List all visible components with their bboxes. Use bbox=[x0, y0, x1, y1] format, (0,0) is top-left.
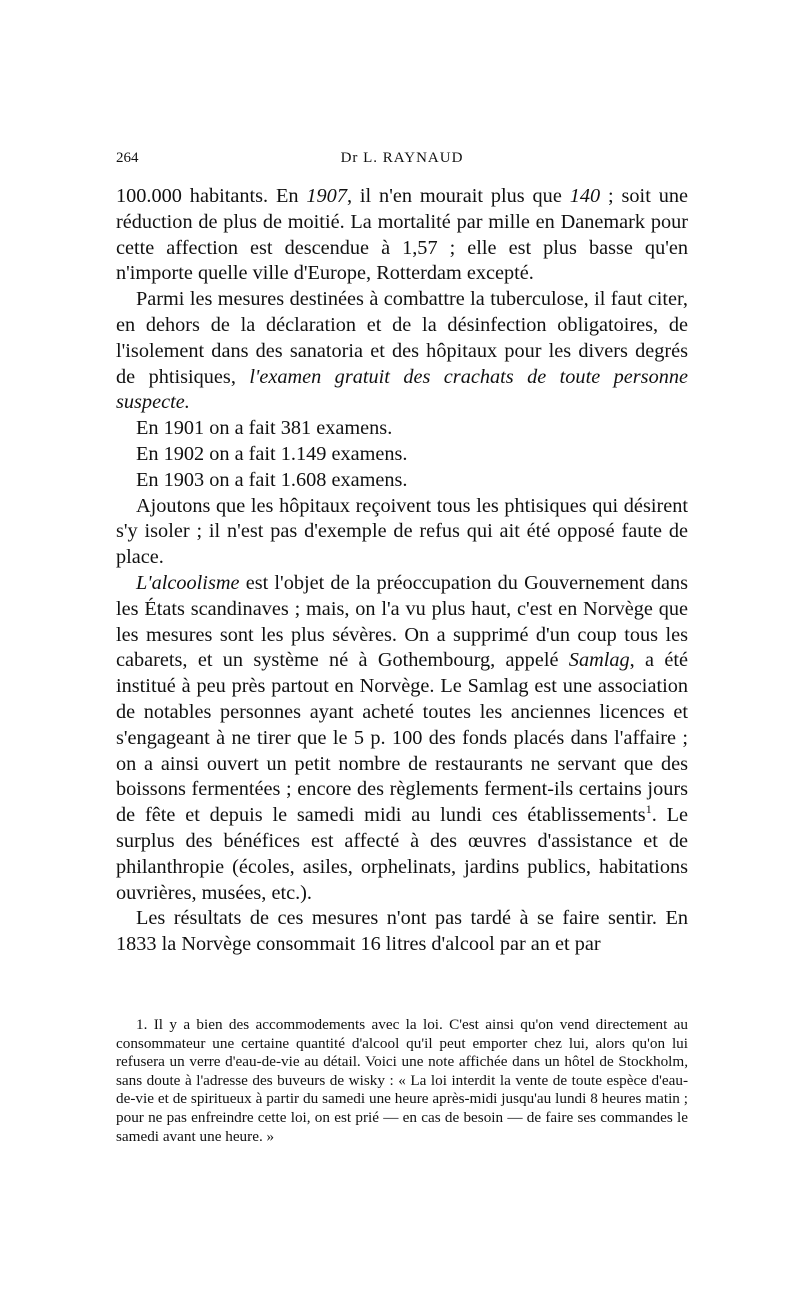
paragraph-alcoholism bbox=[116, 571, 688, 906]
footnote-reference: 1 bbox=[645, 802, 652, 817]
paragraph-text: ; soit une réduction de plus de moitié. La mortalité par mille en Danemark pour cette affection est descendue à 1,57 ; elle est plus basse qu'en n'importe quelle ville d'Europe, Rotterdam excepté. bbox=[116, 185, 688, 285]
italic-phrase: l'examen gratuit des crachats de toute personne suspecte. bbox=[116, 365, 688, 414]
page-number: 264 bbox=[116, 150, 139, 166]
italic-term-samlag: Samlag bbox=[568, 649, 630, 672]
paragraph-tuberculosis-stats bbox=[116, 184, 688, 287]
running-head: Dr L. RAYNAUD bbox=[340, 150, 464, 166]
number-140: 140 bbox=[569, 185, 601, 207]
paragraph-text: est l'objet de la préoccupation du Gouvernement dans les États scandinaves ; mais, on l'a vu plus haut, c'est en Norvège que les mesures sont les plus sévères. On a supprimé d'un coup tous les cabarets, et un système né à Gothembourg, appelé bbox=[116, 571, 688, 672]
paragraph-results: Les résultats de ces mesures n'ont pas tardé à se faire sentir. En 1833 la Norvège consommait 16 litres d'alcool par an et par bbox=[116, 907, 688, 956]
body-text bbox=[116, 184, 688, 958]
stat-line-1901: En 1901 on a fait 381 examens. bbox=[136, 417, 393, 440]
page-header bbox=[116, 150, 688, 174]
paragraph-text: . Le surplus des bénéfices est affecté à des œuvres d'assistance et de philanthropie (écoles, asiles, orphelinats, jardins publics, habitations ouvrières, musées, etc.). bbox=[116, 804, 689, 904]
paragraph-text: , il n'en mourait plus que bbox=[346, 185, 570, 207]
paragraph-text: Parmi les mesures destinées à combattre la tuberculose, il faut citer, en dehors de la déclaration et de la désinfection obligatoires, de l'isolement dans des sanatoria et des hôpitaux pour les divers degrés de phtisiques, bbox=[116, 288, 688, 388]
year-1907: 1907 bbox=[306, 185, 347, 207]
footnote: 1. Il y a bien des accommodements avec la loi. C'est ainsi qu'on vend directement au consommateur une certaine quantité d'alcool qu'il peut emporter chez lui, alors qu'on lui refusera un verre d'eau-de-vie au détail. Voici une note affichée dans un hôtel de Stockholm, sans doute à l'adresse des buveurs de wisky : « La loi interdit la vente de toute espèce d'eau-de-vie et de spiritueux à partir du samedi une heure après-midi jusqu'au lundi 8 heures matin ; pour ne pas enfreindre cette loi, on est prié — en cas de besoin — de faire ses commandes le samedi avant une heure. » bbox=[116, 1016, 688, 1145]
paragraph-text: 100.000 habitants. En bbox=[116, 185, 307, 207]
paragraph-measures bbox=[116, 287, 688, 416]
italic-term-alcoolisme: L'alcoolisme bbox=[136, 571, 240, 594]
stat-line-1902: En 1902 on a fait 1.149 examens. bbox=[136, 442, 408, 465]
paragraph-text: , a été institué à peu près partout en Norvège. Le Samlag est une association de notables personnes ayant acheté toutes les anciennes licences et s'engageant à ne tirer que le 5 p. 100 des fonds placés dans l'affaire ; on a ainsi ouvert un petit nombre de restaurants ne servant que des boissons fermentées ; encore des règlements ferment-ils certains jours de fête et depuis le samedi midi au lundi ces établissements bbox=[116, 649, 689, 827]
stat-line-1903: En 1903 on a fait 1.608 examens. bbox=[136, 468, 408, 491]
paragraph-hospitals: Ajoutons que les hôpitaux reçoivent tous les phtisiques qui désirent s'y isoler ; il n'est pas d'exemple de refus qui ait été opposé faute de place. bbox=[116, 494, 688, 569]
